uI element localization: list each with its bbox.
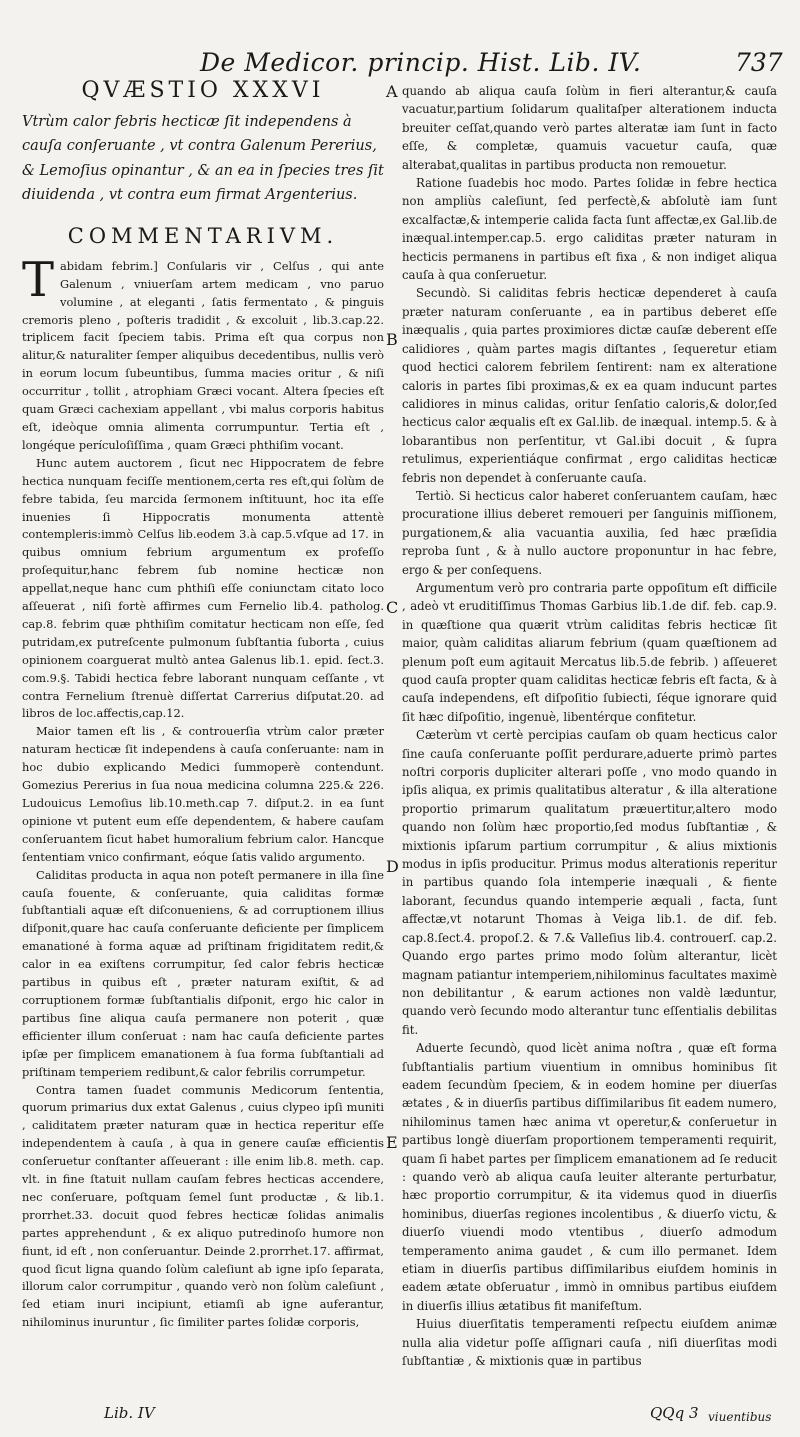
paragraph bbox=[22, 251, 384, 455]
margin-letter-b: B bbox=[386, 330, 398, 349]
paragraph: Huius diuerſitatis temperamenti reſpectu eiuſdem animæ nulla alia videtur poſſe aſſignari cauſa , niſi diuerſitas modi ſubſtantiæ , & mixtionis quæ in partibus bbox=[402, 1317, 777, 1369]
question-title: QVÆSTIO XXXVI bbox=[81, 78, 325, 103]
paragraph: Aduerte ſecundò, quod licèt anima noſtra , quæ eſt forma ſubſtantialis partium viuentium in omnibus hominibus ſit eadem ſecundùm ſpeciem, & in eodem homine per diuerſas ætates , & in diuerſis partibus diſſimilaribus ſit eadem numero, nihilominus tamen hæc anima vt operetur,& conſeruetur in partibus longè diuerſam proportionem temperamenti requirit, quam ſi habet partes per ſimplicem emanationem ad ſe reducit : quando verò ab aliqua cauſa leuiter alterante perturbatur, hæc proportio corrumpitur, & ita videmus quod in diuerſis hominibus, diuerſas regiones incolentibus , & diuerſo victu, & diuerſo viuendi modo vtentibus , diuerſo admodum temperamento anima gaudet , & cum illo permanet. Idem etiam in diuerſis partibus diſſimilaribus eiuſdem hominis in eadem ætate obſeruatur , immò in omnibus partibus eiuſdem in diuerſis illius ætatibus fit manifeſtum. bbox=[402, 1041, 777, 1313]
paragraph: Maior tamen eſt lis , & controuerſia vtrùm calor præter naturam hecticæ ſit independens à cauſa conſeruante: nam in hoc dubio explicando Medici ſummoperè contendunt. Gomezius Pererius in ſua noua medicina columna 225.& 226. Ludouicus Lemoſius lib.10.meth.cap 7. diſput.2. in ea ſunt opinione vt putent eum eſſe dependentem, & habere cauſam conſeruantem ſicut habet humoralium febrium calor. Hancque ſententiam vnico confirmant, eóque ſatis valido argumento. bbox=[22, 724, 384, 864]
margin-letter-d: D bbox=[386, 857, 399, 876]
margin-letter-c: C bbox=[386, 598, 399, 617]
commentary-title: COMMENTARIVM. bbox=[67, 223, 339, 248]
paragraph: Hunc autem auctorem , ſicut nec Hippocratem de febre hectica nunquam feciſſe mentionem,certa res eſt,qui ſolùm de febre tabida, ſeu marcida ſermonem inſtituunt, hoc ita eſſe inuenies ſi Hippocratis monumenta attentè contempleris:immò Celſus lib.eodem 3.à cap.5.vſque ad 17. in quibus omnium febrium argumentum ex profeſſo proſequitur,hanc febrem ſub nomine hecticæ non appellat,neque hanc cum phthiſi eſſe coniunctam citato loco aſſeuerat , niſi fortè affirmes cum Fernelio lib.4. patholog. cap.8. febrim quæ phthiſim comitatur hecticam non eſſe, ſed putridam,ex putreſcente pulmonum ſubſtantia ſuborta , cuius opinionem coarguerat multò antea Galenus lib.1. epid. ſect.3. com.9.§. Tabidi hectica febre laborant nunquam ceſſante , vt contra Fernelium ſtrenuè diſſertat Carrerius diſputat.20. ad libros de loc.affectis,cap.12. bbox=[22, 455, 384, 721]
paragraph: quando ab aliqua cauſa ſolùm in fieri alterantur,& cauſa vacuatur,partium ſolidarum qualitaſper alterationem inducta breuiter ceſſat,quando verò partes alteratæ iam ſunt in facto eſſe, & completæ, quamuis vacuetur cauſa, quæ alterabat,qualitas in partibus producta non remouetur. bbox=[402, 84, 777, 172]
paragraph: Cæterùm vt certè percipias cauſam ob quam hecticus calor ſine cauſa conſeruante poſſit perdurare,aduerte primò partes noſtri corporis dupliciter alterari poſſe , vno modo quando in ipſis aliqua, ex primis qualitatibus alteratur , & illa alteratione proportio primarum qualitatum præuertitur,altero modo quando non ſolùm hæc proportio,ſed modus ſubſtantiæ , & mixtionis ipſarum partium corrumpitur , & alius mixtionis modus in ipſis producitur. Primus modus alterationis reperitur in partibus quando ſola intemperie inæquali , & fiente laborant, ſecundus quando intemperie æquali , facta, ſunt affectæ,vt notarunt Thomas à Veiga lib.1. de dif. feb. cap.8.ſect.4. propoſ.2. & 7.& Valleſius lib.4. controuerſ. cap.2. Quando ergo partes primo modo ſolùm alterantur, licèt magnam patiantur intemperiem,nihilominus facultates maximè non debilitantur , & earum actiones non valdè læduntur, quando verò ſecundo modo alterantur tunc eſſentialis debilitas fit. bbox=[402, 728, 777, 1037]
catchword: viuentibus bbox=[708, 1410, 772, 1424]
right-column bbox=[402, 82, 777, 1370]
page-number: 737 bbox=[735, 48, 783, 77]
paragraph: Secundò. Si caliditas febris hecticæ dependeret à cauſa præter naturam conſeruante , ea in partibus deberet eſſe inæqualis , quia partes proximiores dictæ cauſæ deberent eſſe calidiores , quàm partes magis diſtantes , ſequeretur etiam quod hectici calorem febrilem ſentirent: nam ex alteratione caloris in partes ſibi proximas,& ex ea quam inducunt partes calidiores in minus calidas, oritur ſenſatio caloris,& dolor,ſed hecticus calor æqualis eſt ex Gal.lib. de inæqual. intemp.5. & à lobarantibus non perſentitur, vt Gal.ibi docuit , & ſupra retulimus, experientiáque confirmat , ergo caliditas hecticæ febris non dependet à conſeruante cauſa. bbox=[402, 286, 777, 485]
signature-left: Lib. IV bbox=[104, 1404, 155, 1422]
margin-letter-e: E bbox=[386, 1133, 398, 1152]
margin-letter-a: A bbox=[386, 82, 398, 101]
paragraph: Caliditas producta in aqua non poteſt permanere in illa ſine cauſa fouente, & conſeruante, quia caliditas formæ ſubſtantiali aquæ eſt diſconueniens, & ad corruptionem illius diſponit,quare hac cauſa conſeruante deficiente per ſimplicem emanationé à forma aquæ ad priſtinam frigiditatem redit,& calor in ea exiſtens corrumpitur, ſed calor febris hecticæ partibus in quibus eſt , præter naturam exiſtit, & ad corruptionem formæ ſubſtantialis diſponit, ergo hic calor in partibus ſine aliqua cauſa permanere non poterit , quæ efficienter illum conſeruat : nam hac cauſa deficiente partes ipſæ per ſimplicem emanationem à ſua forma ſubſtantiali ad priſtinam temperiem redibunt,& calor febrilis corrumpetur. bbox=[22, 867, 384, 1079]
signature-mark: QQq 3 bbox=[650, 1404, 699, 1422]
paragraph: Tertiò. Si hecticus calor haberet conſeruantem cauſam, hæc procuratione illius deberet remoueri per ſanguinis miſſionem, purgationem,& alia vacuantia auxilia, ſed hæc præſidia reproba ſunt , & à nullo auctore proponuntur in hac febre, ergo & per conſequens. bbox=[402, 488, 777, 577]
left-column bbox=[22, 78, 384, 1332]
question-subtitle: Vtrùm calor febris hecticæ ſit independens à cauſa conſeruante , vt contra Galenum Pererius, & Lemoſius opinantur , & an ea in ſpecies tres ſit diuidenda , vt contra eum firmat Argenterius. bbox=[22, 113, 384, 204]
paragraph-text: abidam febrim.] Conſularis vir , Celſus , qui ante Galenum , vniuerſam artem medicam , vno paruo volumine , at eleganti , ſatis fermentato , & pinguis cremoris pleno , poſteris tradidit , & excoluit , lib.3.cap.22. triplicem facit ſpeciem tabis. Prima eſt qua corpus non alitur,& naturaliter ſemper aliquibus decedentibus, nullis verò in eorum locum ſubeuntibus, ſumma macies oritur , & niſi occurritur , tollit , atrophiam Græci vocant. Altera ſpecies eſt quam Græci cachexiam appellant , vbi malus corporis habitus eſt, ideòque omnia alimenta corrumpuntur. Tertia eſt , longéque perículoſiſſima , quam Græci phthiſim vocant. bbox=[22, 258, 384, 452]
paragraph: Ratione ſuadebis hoc modo. Partes ſolidæ in febre hectica non ampliùs caleſiunt, ſed perfectè,& abſolutè iam ſunt excalfactæ,& intemperie calida facta ſunt affectæ,ex Gal.lib.de inæqual.intemper.cap.5. ergo caliditas præter naturam in hecticis permanens in partibus eſt fixa , & non indiget aliqua cauſa à qua conſeruetur. bbox=[402, 176, 777, 283]
paragraph: Contra tamen ſuadet communis Medicorum ſententia, quorum primarius dux extat Galenus , cuius clypeo ipſi muniti , caliditatem præter naturam quæ in hectica reperitur eſſe independentem à cauſa , à qua in genere cauſæ efficientis conſeruetur conſtanter aſſeuerant : ille enim lib.8. meth. cap. vlt. in fine ſtatuit nullam cauſam febres hecticas accendere, nec conſeruare, poſtquam ſemel ſunt productæ , & lib.1. prorrhet.33. docuit quod febres hecticæ ſolidas animalis partes apprehendunt , & ex aliquo putredinoſo humore non fiunt, id eſt , non conſeruantur. Deinde 2.prorrhet.17. affirmat, quod ſicut ligna quando ſolùm caleſiunt ab igne ipſo ſeparata, illorum calor corrumpitur , quando verò non ſolùm caleſiunt , ſed etiam inuri incipiunt, etiamſi ab igne auferantur, nihilominus inuruntur , ſic ſimiliter partes ſolidæ corporis, bbox=[22, 1082, 384, 1330]
drop-cap: T bbox=[22, 251, 55, 308]
running-head: De Medicor. princip. Hist. Lib. IV. bbox=[200, 48, 642, 77]
paragraph: Argumentum verò pro contraria parte oppoſitum eſt difficile , adeò vt eruditiſſimus Thomas Garbius lib.1.de dif. feb. cap.9. in quæſtione qua quærit vtrùm caliditas febris hecticæ ſit maior, quàm caliditas aliarum febrium (quam quæſtionem ad plenum poſt eum agitauit Mercatus lib.5.de febrib. ) aſſeueret quod cauſa propter quam caliditas hecticæ febris eſt facta, & à cauſa independens, eſt diſpoſitio ſubiecti, ſéque ignorare quid ſit hæc diſpoſitio, ingenuè, libentérque confitetur. bbox=[402, 580, 777, 724]
